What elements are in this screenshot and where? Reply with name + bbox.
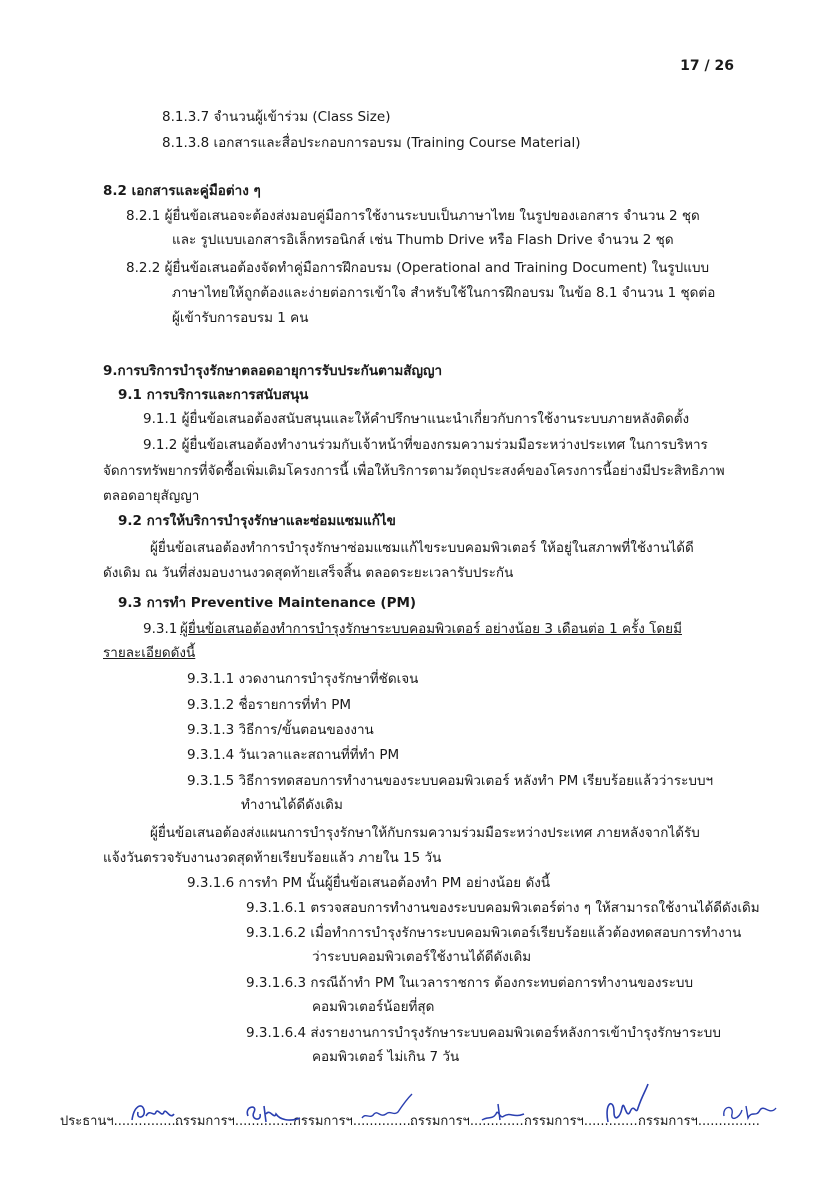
para-9-2-line1: ผู้ยื่นข้อเสนอต้องทำการบำรุงรักษาซ่อมแซมแก้ไขระบบคอมพิวเตอร์ ให้อยู่ในสภาพที่ใช้งานได้ดี [150,540,694,556]
item-9-3-1-4: 9.3.1.4 วันเวลาและสถานที่ที่ทำ PM [187,747,400,763]
handwritten-signature-4 [478,1098,526,1128]
item-8-2-2-line1: 8.2.2 ผู้ยื่นข้อเสนอต้องจัดทำคู่มือการฝึกอบรม (Operational and Training Document) ในรูปแบบ [126,260,710,276]
signature-committee-1: กรรมการฯ............... [175,1114,297,1129]
item-9-3-1-6-4-line2: คอมพิวเตอร์ ไม่เกิน 7 วัน [312,1049,460,1065]
handwritten-signature-6 [718,1096,778,1128]
item-9-3-1-6-3-line1: 9.3.1.6.3 กรณีถ้าทำ PM ในเวลาราชการ ต้องกระทบต่อการทำงานของระบบ [246,975,694,991]
item-9-3-1-6: 9.3.1.6 การทำ PM นั้นผู้ยื่นข้อเสนอต้องทำ PM อย่างน้อย ดังนี้ [187,875,551,891]
item-9-3-1-5-line2: ทำงานได้ดีดังเดิม [241,797,343,813]
item-9-3-1-number: 9.3.1 [143,621,178,637]
heading-9-2: 9.2 การให้บริการบำรุงรักษาและซ่อมแซมแก้ไข [118,513,396,529]
item-9-1-2-line1: 9.1.2 ผู้ยื่นข้อเสนอต้องทำงานร่วมกับเจ้าหน้าที่ของกรมความร่วมมือระหว่างประเทศ ในการบริหาร [143,437,708,453]
signature-row [60,1098,780,1138]
item-8-2-2-line3: ผู้เข้ารับการอบรม 1 คน [172,310,309,326]
handwritten-signature-3 [356,1092,416,1126]
item-9-3-1-6-2-line2: ว่าระบบคอมพิวเตอร์ใช้งานได้ดีดังเดิม [312,949,532,965]
handwritten-signature-1 [128,1098,178,1128]
item-8-1-3-7: 8.1.3.7 จำนวนผู้เข้าร่วม (Class Size) [162,109,391,125]
item-9-1-2-line2: จัดการทรัพยากรที่จัดซื้อเพิ่มเติมโครงการนี้ เพื่อให้บริการตามวัตถุประสงค์ของโครงการนี้อย่างมีประสิทธิภาพ [103,463,725,479]
handwritten-signature-2 [242,1098,302,1128]
para-9-2-line2: ดังเดิม ณ วันที่ส่งมอบงานงวดสุดท้ายเสร็จสิ้น ตลอดระยะเวลารับประกัน [103,565,514,581]
item-9-1-2-line3: ตลอดอายุสัญญา [103,488,200,504]
item-8-2-2-line2: ภาษาไทยให้ถูกต้องและง่ายต่อการเข้าใจ สำหรับใช้ในการฝึกอบรม ในข้อ 8.1 จำนวน 1 ชุดต่อ [172,285,716,301]
heading-9: 9.การบริการบำรุงรักษาตลอดอายุการรับประกันตามสัญญา [103,363,443,379]
item-9-3-1-1: 9.3.1.1 งวดงานการบำรุงรักษาที่ชัดเจน [187,671,419,687]
item-9-3-1-line2: รายละเอียดดังนี้ [103,645,196,661]
item-8-1-3-8: 8.1.3.8 เอกสารและสื่อประกอบการอบรม (Training Course Material) [162,135,581,151]
item-9-3-1-line1: ผู้ยื่นข้อเสนอต้องทำการบำรุงรักษาระบบคอมพิวเตอร์ อย่างน้อย 3 เดือนต่อ 1 ครั้ง โดยมี [180,621,682,637]
page-number: 17 / 26 [680,58,734,74]
signature-committee-5: กรรมการฯ............... [638,1114,760,1129]
signature-committee-2: กรรมการฯ............... [293,1114,415,1129]
item-9-1-1: 9.1.1 ผู้ยื่นข้อเสนอต้องสนับสนุนและให้คำปรึกษาแนะนำเกี่ยวกับการใช้งานระบบภายหลังติดตั้ง [143,411,690,427]
item-9-3-1-6-3-line2: คอมพิวเตอร์น้อยที่สุด [312,999,435,1015]
para-pm-plan-line2: แจ้งวันตรวจรับงานงวดสุดท้ายเรียบร้อยแล้ว ภายใน 15 วัน [103,850,442,866]
item-8-2-1-line1: 8.2.1 ผู้ยื่นข้อเสนอจะต้องส่งมอบคู่มือการใช้งานระบบเป็นภาษาไทย ในรูปของเอกสาร จำนวน 2 ชุด [126,208,700,224]
heading-9-3: 9.3 การทำ Preventive Maintenance (PM) [118,595,417,611]
heading-9-1: 9.1 การบริการและการสนับสนุน [118,387,309,403]
para-pm-plan-line1: ผู้ยื่นข้อเสนอต้องส่งแผนการบำรุงรักษาให้กับกรมความร่วมมือระหว่างประเทศ ภายหลังจากได้รับ [150,825,700,841]
signature-committee-4: กรรมการฯ.............. [524,1114,642,1129]
item-9-3-1-5-line1: 9.3.1.5 วิธีการทดสอบการทำงานของระบบคอมพิวเตอร์ หลังทำ PM เรียบร้อยแล้วว่าระบบฯ [187,773,714,789]
item-9-3-1-6-2-line1: 9.3.1.6.2 เมื่อทำการบำรุงรักษาระบบคอมพิวเตอร์เรียบร้อยแล้วต้องทดสอบการทำงาน [246,925,742,941]
heading-8-2: 8.2 เอกสารและคู่มือต่าง ๆ [103,183,261,199]
item-9-3-1-6-4-line1: 9.3.1.6.4 ส่งรายงานการบำรุงรักษาระบบคอมพิวเตอร์หลังการเข้าบำรุงรักษาระบบ [246,1025,721,1041]
item-9-3-1-6-1: 9.3.1.6.1 ตรวจสอบการทำงานของระบบคอมพิวเตอร์ต่าง ๆ ให้สามารถใช้งานได้ดีดังเดิม [246,900,760,916]
signature-chairman: ประธานฯ................. [60,1114,184,1129]
handwritten-signature-5 [600,1082,650,1128]
signature-committee-3: กรรมการฯ.............. [410,1114,528,1129]
item-9-3-1-3: 9.3.1.3 วิธีการ/ขั้นตอนของงาน [187,722,374,738]
item-9-3-1-2: 9.3.1.2 ชื่อรายการที่ทำ PM [187,697,351,713]
item-8-2-1-line2: และ รูปแบบเอกสารอิเล็กทรอนิกส์ เช่น Thumb Drive หรือ Flash Drive จำนวน 2 ชุด [172,232,674,248]
